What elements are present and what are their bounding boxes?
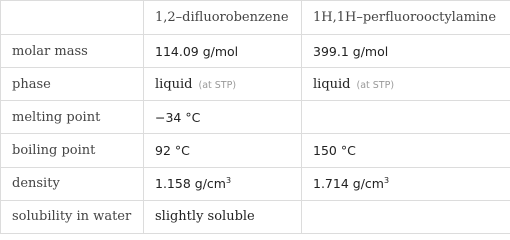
row-label-phase: phase xyxy=(1,68,144,101)
value-text: −34 °C xyxy=(155,109,201,125)
value-text: 92 °C xyxy=(155,143,190,159)
table-row xyxy=(1,134,510,167)
cell-value xyxy=(302,134,510,167)
table-row xyxy=(1,167,510,200)
header-row xyxy=(1,1,510,35)
row-label-boiling-point: boiling point xyxy=(1,134,144,167)
table-row xyxy=(1,101,510,134)
table-row xyxy=(1,200,510,233)
header-corner xyxy=(1,1,144,35)
cell-value xyxy=(144,68,302,101)
unit-exponent: 3 xyxy=(225,176,232,186)
value-text: liquid xyxy=(155,76,193,92)
value-text: slightly soluble xyxy=(155,209,255,225)
row-label-molar-mass: molar mass xyxy=(1,35,144,68)
value-text: liquid xyxy=(313,76,351,92)
unit-exponent: 3 xyxy=(383,176,390,186)
cell-value xyxy=(302,200,510,233)
condition-note: (at STP) xyxy=(198,79,237,91)
row-label-density: density xyxy=(1,167,144,200)
table-row xyxy=(1,68,510,101)
cell-value xyxy=(302,68,510,101)
cell-value xyxy=(302,35,510,68)
cell-value xyxy=(144,101,302,134)
cell-value xyxy=(144,35,302,68)
condition-note: (at STP) xyxy=(356,79,395,91)
header-compound-2: 1H,1H–perfluorooctylamine xyxy=(302,1,510,35)
header-compound-1: 1,2–difluorobenzene xyxy=(144,1,302,35)
cell-value xyxy=(302,167,510,200)
cell-value xyxy=(144,167,302,200)
value-text: 1.158 g/cm xyxy=(155,176,226,192)
value-text: 114.09 g/mol xyxy=(155,43,239,59)
value-text: 150 °C xyxy=(313,143,356,159)
cell-value xyxy=(144,134,302,167)
cell-value xyxy=(144,200,302,233)
row-label-melting-point: melting point xyxy=(1,101,144,134)
table-row xyxy=(1,35,510,68)
value-text: 399.1 g/mol xyxy=(313,43,389,59)
row-label-solubility: solubility in water xyxy=(1,200,144,233)
value-text: 1.714 g/cm xyxy=(313,176,384,192)
cell-value xyxy=(302,101,510,134)
